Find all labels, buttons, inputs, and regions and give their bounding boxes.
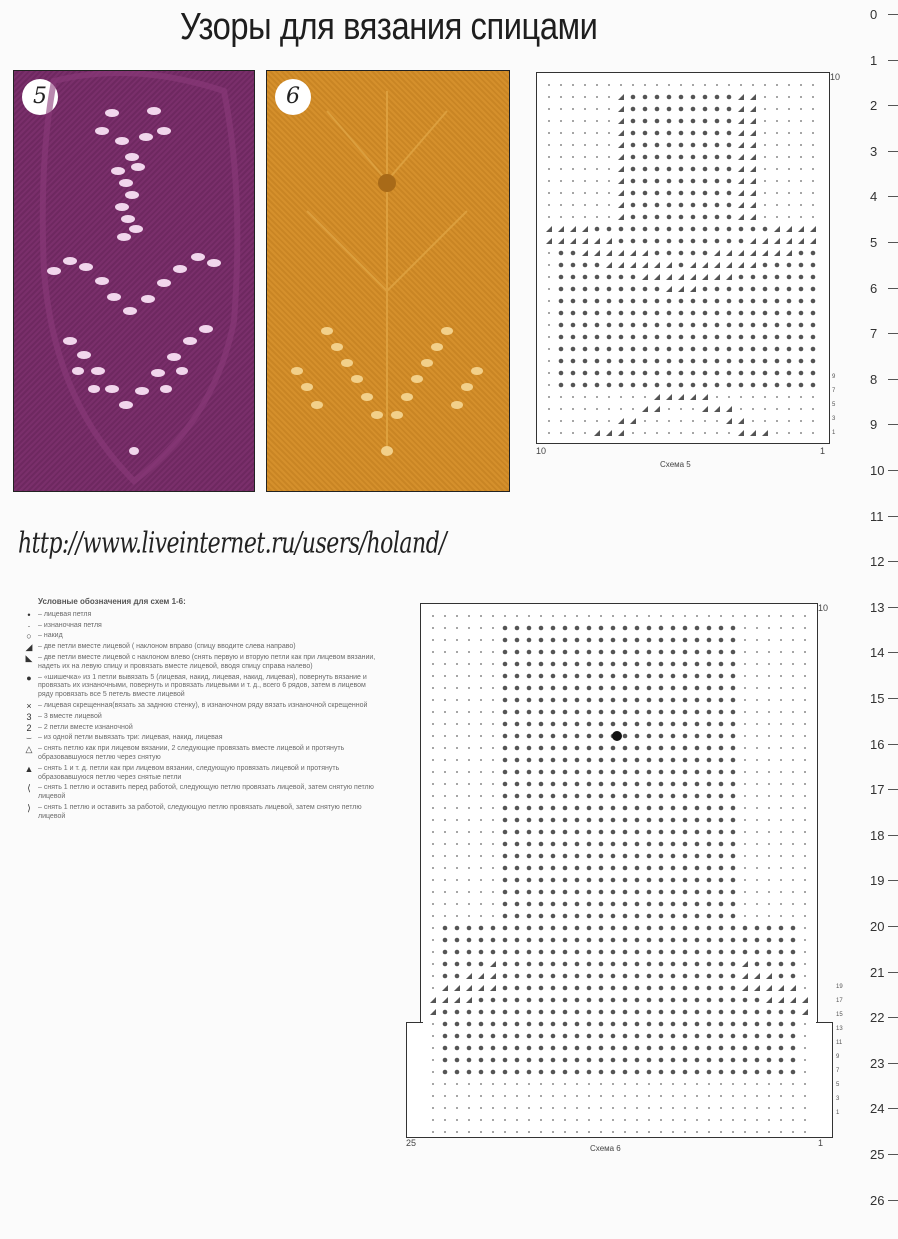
ruler-tick (888, 789, 898, 790)
purl-stitch-icon: · (27, 620, 31, 631)
ruler-tick (888, 926, 898, 927)
legend-text: – лицевая скрещенная(вязать за заднюю стенку), в изнаночном ряду вязать изнаночной скрещенной (38, 701, 368, 709)
ruler-tick (888, 1017, 898, 1018)
knit-stitch-icon: • (27, 609, 31, 620)
legend-item (27, 802, 378, 822)
chart-5-top-right-label: 10 (830, 72, 841, 82)
ruler-label: 4 (870, 189, 878, 205)
legend-text: – снять 1 петлю и оставить перед работой, следующую петлю провязать лицевой, затем снятую петлю лицевой (38, 784, 374, 801)
ruler-tick (888, 333, 898, 334)
legend-text: – изнаночная петля (38, 621, 102, 629)
swatch-6-photo (266, 70, 510, 492)
ruler-tick (888, 424, 898, 425)
legend-item (27, 609, 378, 620)
chart-5-row-label: 9 (832, 374, 836, 380)
swatch-5-lace-pattern (14, 71, 254, 491)
chart-6-top-right-label: 10 (818, 603, 829, 613)
ruler-label: 11 (870, 508, 884, 524)
legend-text: – из одной петли вывязать три: лицевая, накид, лицевая (38, 734, 223, 742)
chart-5-row-label: 7 (832, 388, 836, 394)
ruler-tick (888, 379, 898, 380)
ruler-tick (888, 607, 898, 608)
ruler-label: 14 (870, 645, 885, 661)
ruler-tick (888, 196, 898, 197)
ruler-tick (888, 835, 898, 836)
legend-item (25, 642, 378, 653)
legend-text: – накид (38, 632, 63, 640)
source-url[interactable]: http://www.liveinternet.ru/users/holand/ (18, 528, 447, 561)
legend-item (26, 631, 378, 642)
swatch-6-badge: 6 (275, 79, 311, 115)
ruler-label: 24 (870, 1101, 885, 1117)
ruler-label: 6 (870, 280, 878, 296)
legend-text: – лицевая петля (38, 610, 92, 618)
ruler-tick (888, 880, 898, 881)
ruler-label: 19 (870, 873, 885, 889)
ruler-tick (888, 1200, 898, 1201)
legend-item (24, 763, 378, 783)
ruler-label: 7 (870, 326, 878, 342)
chart-6-symbols (421, 604, 817, 1137)
ruler-label: 5 (870, 235, 878, 250)
ruler-label: 25 (870, 1147, 885, 1162)
ruler-label: 0 (870, 7, 878, 22)
legend-text: – снять петлю как при лицевом вязании, 2 следующие провязать вместе лицевой и протянуть образовавшуюся петлю через снятую (38, 745, 345, 761)
chart-5-grid (536, 72, 830, 444)
twisted-stitch-icon: × (26, 700, 32, 711)
legend-text: – 3 вместе лицевой (38, 712, 102, 720)
chart-5-bottom-right-label: 1 (820, 446, 826, 456)
ruler-label: 9 (870, 417, 878, 433)
legend-item (26, 711, 378, 722)
swatch-5-badge: 5 (22, 79, 58, 115)
chart-6-row-label: 9 (836, 1054, 840, 1060)
chart-5-symbols (537, 73, 829, 443)
ruler-tick (888, 151, 898, 152)
chart-6-grid (420, 603, 818, 1138)
ruler-tick (888, 105, 898, 106)
ruler-tick (888, 1108, 898, 1109)
ruler-label: 2 (870, 98, 878, 114)
ruler-label: 20 (870, 919, 885, 934)
ruler-label: 1 (870, 52, 878, 68)
ruler-label: 8 (870, 371, 878, 387)
chart-5-row-numbers (832, 374, 844, 444)
chart-6-left-extension (406, 1022, 423, 1138)
ruler-label: 10 (870, 463, 885, 478)
legend-text: – «шишечка» из 1 петли вывязать 5 (лицевая, накид, лицевая, накид, лицевая), повернуть вязание и провязать их изнаночными, повернуть и провязать лицевыми и т. д., всего 6 рядов, затем в лицевом ряду провязать все 5 петель вместе лицевой (38, 673, 367, 699)
chart-5-bottom-left-label: 10 (536, 446, 547, 456)
ruler-label: 23 (870, 1055, 885, 1071)
bobble-icon: ● (26, 672, 32, 683)
chart-6-row-label: 5 (836, 1082, 840, 1088)
open-triangle-icon: △ (25, 744, 33, 755)
chart-5-caption: Схема 5 (660, 460, 691, 469)
left-decrease-icon: ◣ (25, 652, 33, 663)
ruler-tick (888, 561, 898, 562)
chart-6-row-label: 13 (836, 1026, 843, 1032)
chart-6-row-label: 1 (836, 1110, 840, 1116)
chart-5-row-label: 1 (832, 430, 836, 436)
cable-right-icon: ⟩ (27, 802, 31, 813)
chart-6-row-label: 17 (836, 998, 843, 1004)
three-together-icon: 3 (26, 711, 32, 722)
symbol-legend (24, 597, 378, 824)
ruler-label: 16 (870, 736, 885, 752)
swatch-5-photo (13, 70, 255, 492)
page-title: Узоры для вязания спицами (180, 6, 598, 48)
ruler-label: 3 (870, 143, 878, 159)
ruler-tick (888, 652, 898, 653)
ruler-tick (888, 470, 898, 471)
ruler-tick (888, 1063, 898, 1064)
filled-triangle-icon: ▲ (24, 763, 34, 774)
ruler-label: 12 (870, 554, 885, 570)
chart-6-row-numbers (836, 984, 848, 1134)
legend-text: – две петли вместе лицевой ( наклоном вправо (спицу вводите слева направо) (38, 643, 296, 651)
chart-6-bottom-left-label: 25 (406, 1138, 417, 1148)
ruler-tick (888, 972, 898, 973)
legend-item (26, 672, 378, 700)
chart-6-row-label: 7 (836, 1068, 840, 1074)
legend-item (25, 652, 378, 672)
two-together-purl-icon: 2 (26, 722, 32, 733)
ruler-tick (888, 60, 898, 61)
chart-6-row-label: 3 (836, 1096, 840, 1102)
legend-item (27, 783, 378, 802)
ruler-tick (888, 516, 898, 517)
chart-6-row-label: 11 (836, 1040, 843, 1046)
ruler-label: 18 (870, 827, 885, 843)
chart-6-caption: Схема 6 (590, 1144, 621, 1153)
legend-item (26, 733, 378, 744)
ruler-tick (888, 288, 898, 289)
ruler-label: 15 (870, 691, 885, 706)
ruler-label: 21 (870, 964, 885, 980)
ruler-tick (888, 14, 898, 15)
ruler-label: 22 (870, 1010, 885, 1026)
swatch-6-lace-pattern (267, 71, 509, 491)
ruler-tick (888, 1154, 898, 1155)
cable-left-icon: ⟨ (27, 783, 31, 794)
chart-6-row-label: 15 (836, 1012, 843, 1018)
chart-6-bottom-right-label: 1 (818, 1138, 824, 1148)
legend-item (26, 722, 378, 733)
ruler-tick (888, 744, 898, 745)
chart-6-right-extension (816, 1022, 833, 1138)
ruler-tick (888, 698, 898, 699)
ruler-label: 17 (870, 782, 885, 798)
legend-item (27, 620, 378, 631)
legend-item (25, 744, 378, 763)
ruler-label: 13 (870, 599, 885, 615)
legend-text: – снять 1 петлю и оставить за работой, следующую петлю провязать лицевой, затем снятую петлю лицевой (38, 803, 362, 820)
page-ruler (848, 0, 898, 1239)
chart-6-row-label: 19 (836, 984, 843, 990)
legend-item (26, 700, 378, 711)
increase-arc-icon: ⌣ (26, 733, 32, 744)
right-decrease-icon: ◢ (25, 642, 33, 653)
ruler-tick (888, 242, 898, 243)
ruler-label: 26 (870, 1192, 885, 1208)
legend-text: – снять 1 и т. д. петли как при лицевом вязании, следующую провязать лицевой и протянуть образовавшуюся петлю через снятые петли (38, 764, 340, 781)
yarn-over-icon: ○ (26, 631, 32, 642)
chart-5-row-label: 5 (832, 402, 836, 408)
chart-5-row-label: 3 (832, 416, 836, 422)
legend-text: – две петли вместе лицевой с наклоном влево (снять первую и вторую петли как при лицевом вязании, надеть их на левую спицу и провязать вместе лицевой, вводя спицу справа налево) (38, 653, 376, 670)
legend-text: – 2 петли вместе изнаночной (38, 723, 133, 731)
legend-heading: Условные обозначения для схем 1-6: (38, 597, 186, 606)
